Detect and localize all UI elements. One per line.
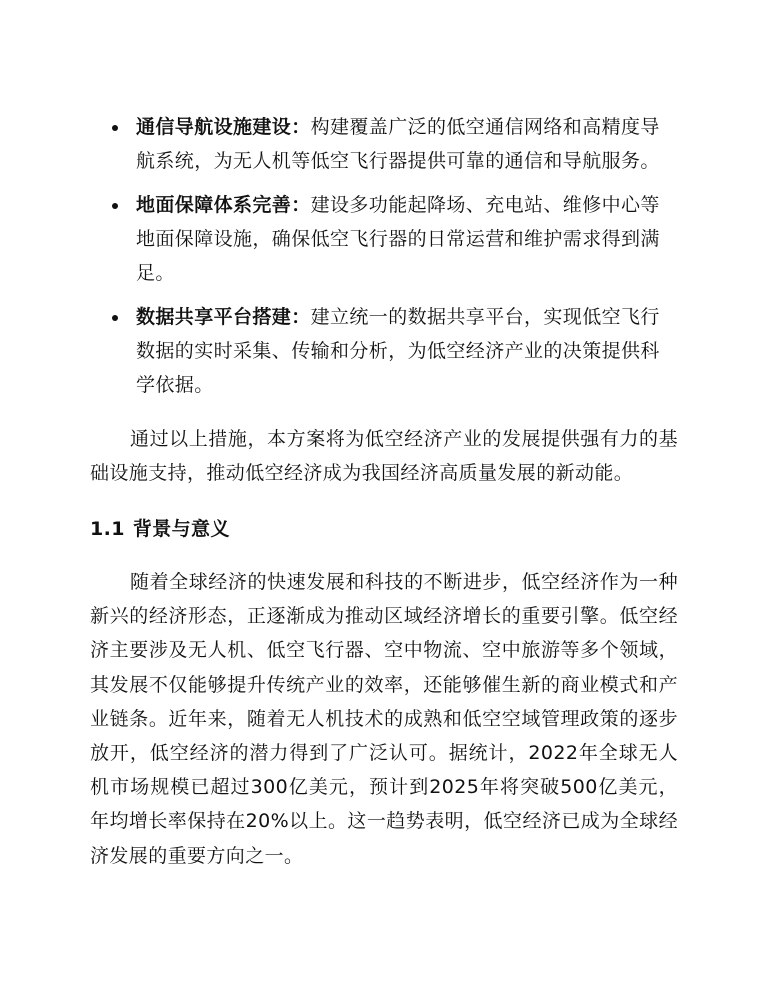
- bullet-dot-icon: [112, 203, 118, 209]
- bullet-text: 构建覆盖广泛的低空通信网络和高精度导航系统，为无人机等低空飞行器提供可靠的通信和导航服务。: [136, 116, 660, 172]
- bullet-lead: 地面保障体系完善：: [136, 194, 311, 216]
- section-heading: [90, 512, 230, 546]
- bullet-dot-icon: [112, 125, 118, 131]
- bullet-text: 建立统一的数据共享平台，实现低空飞行数据的实时采集、传输和分析，为低空经济产业的决策提供科学依据。: [136, 306, 660, 396]
- bullet-item-communication: [0, 110, 765, 178]
- bullet-text: 建设多功能起降场、充电站、维修中心等地面保障设施，确保低空飞行器的日常运营和维护需求得到满足。: [136, 194, 660, 284]
- bullet-list: [0, 110, 765, 412]
- section-title: 背景与意义: [132, 518, 230, 540]
- bullet-lead: 数据共享平台搭建：: [136, 306, 311, 328]
- bullet-item-ground-support: [0, 188, 765, 290]
- bullet-dot-icon: [112, 315, 118, 321]
- bullet-item-data-platform: [0, 300, 765, 402]
- body-paragraph: 随着全球经济的快速发展和科技的不断进步，低空经济作为一种新兴的经济形态，正逐渐成为推动区域经济增长的重要引擎。低空经济主要涉及无人机、低空飞行器、空中物流、空中旅游等多个领域，其发展不仅能够提升传统产业的效率，还能够催生新的商业模式和产业链条。近年来，随着无人机技术的成熟和低空空域管理政策的逐步放开，低空经济的潜力得到了广泛认可。据统计，2022年全球无人机市场规模已超过300亿美元，预计到2025年将突破500亿美元，年均增长率保持在20%以上。这一趋势表明，低空经济已成为全球经济发展的重要方向之一。: [90, 571, 678, 867]
- section-number: 1.1: [90, 518, 125, 540]
- closing-paragraph: 通过以上措施，本方案将为低空经济产业的发展提供强有力的基础设施支持，推动低空经济成为我国经济高质量发展的新动能。: [90, 428, 678, 484]
- bullet-lead: 通信导航设施建设：: [136, 116, 311, 138]
